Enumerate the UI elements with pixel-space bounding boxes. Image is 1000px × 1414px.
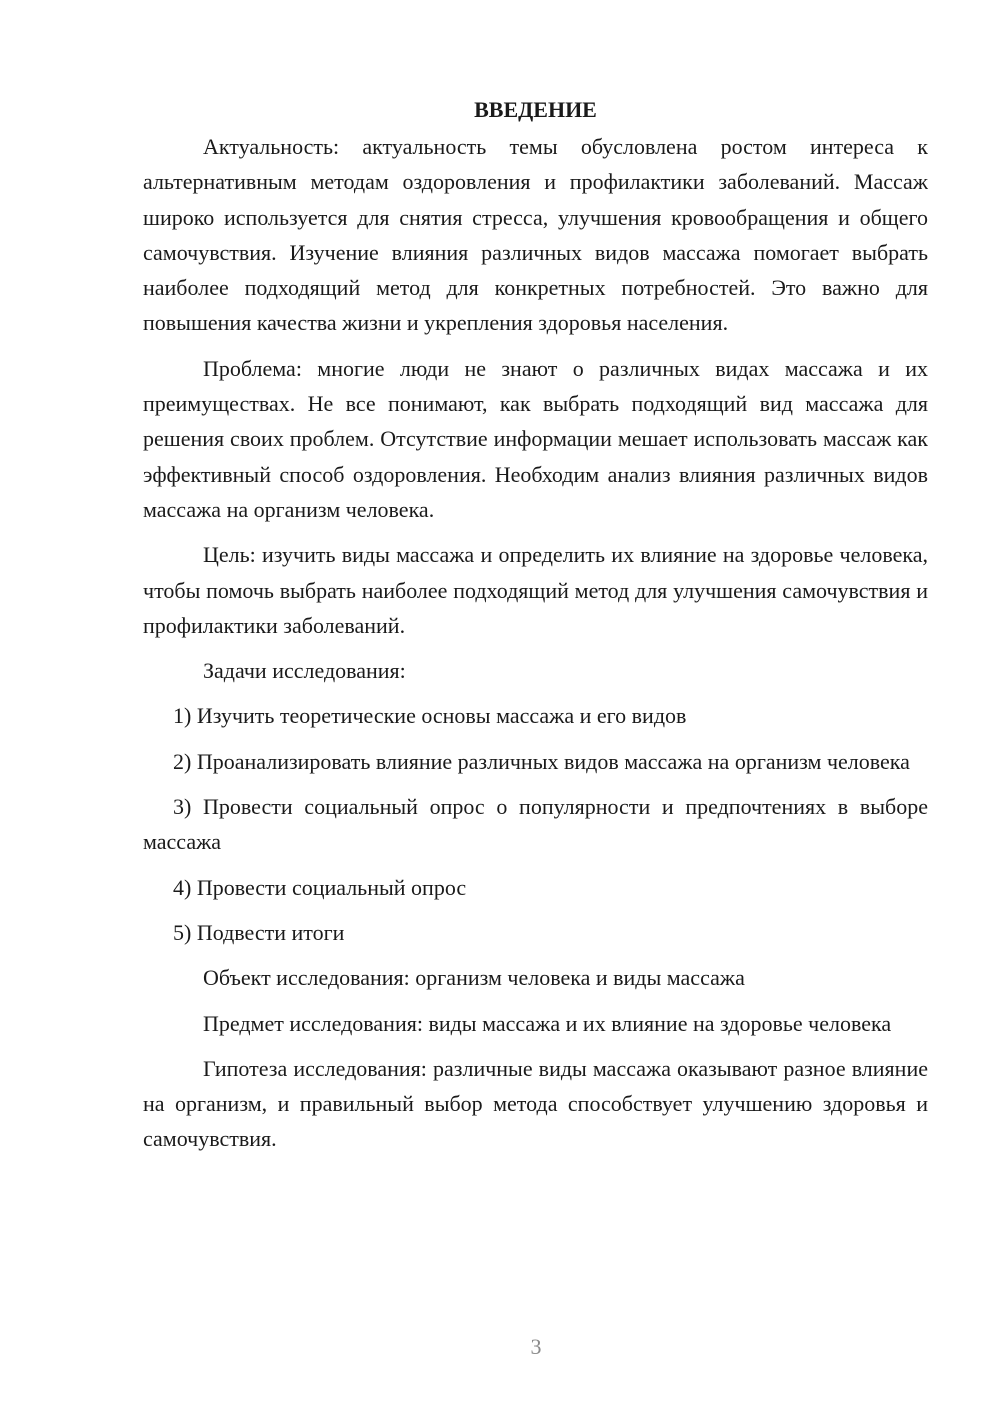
task-item: 1) Изучить теоретические основы массажа и его видов: [173, 703, 687, 729]
task-item: 2) Проанализировать влияние различных видов массажа на организм человека: [173, 748, 910, 774]
hypothesis-paragraph: Гипотеза исследования: различные виды массажа оказывают разное влияние на организм, и правильный выбор метода способствует улучшению здоровья и самочувствия.: [143, 1055, 928, 1152]
object-paragraph: Объект исследования: организм человека и виды массажа: [203, 965, 745, 991]
section-title: ВВЕДЕНИЕ: [474, 97, 597, 122]
page-number: 3: [530, 1334, 542, 1359]
goal-paragraph: Цель: изучить виды массажа и определить их влияние на здоровье человека, чтобы помочь выбрать наиболее подходящий метод для улучшения самочувствия и профилактики заболеваний.: [143, 542, 928, 638]
task-item: 5) Подвести итоги: [173, 919, 345, 945]
tasks-heading: Задачи исследования:: [203, 658, 406, 684]
page-content: [143, 92, 928, 1167]
relevance-paragraph: Актуальность: актуальность темы обусловлена ростом интереса к альтернативным методам оздоровления и профилактики заболеваний. Массаж широко используется для снятия стресса, улучшения кровообращения и общего самочувствия. Изучение влияния различных видов массажа помогает выбрать наиболее подходящий метод для конкретных потребностей. Это важно для повышения качества жизни и укрепления здоровья населения.: [143, 134, 928, 336]
problem-paragraph: Проблема: многие люди не знают о различных видах массажа и их преимуществах. Не все понимают, как выбрать подходящий вид массажа для решения своих проблем. Отсутствие информации мешает использовать массаж как эффективный способ оздоровления. Необходим анализ влияния различных видов массажа на организм человека.: [143, 355, 928, 522]
task-item: 4) Провести социальный опрос: [173, 874, 467, 900]
subject-paragraph: Предмет исследования: виды массажа и их влияние на здоровье человека: [203, 1010, 892, 1036]
task-item: 3) Провести социальный опрос о популярности и предпочтениях в выборе массажа: [143, 794, 928, 855]
